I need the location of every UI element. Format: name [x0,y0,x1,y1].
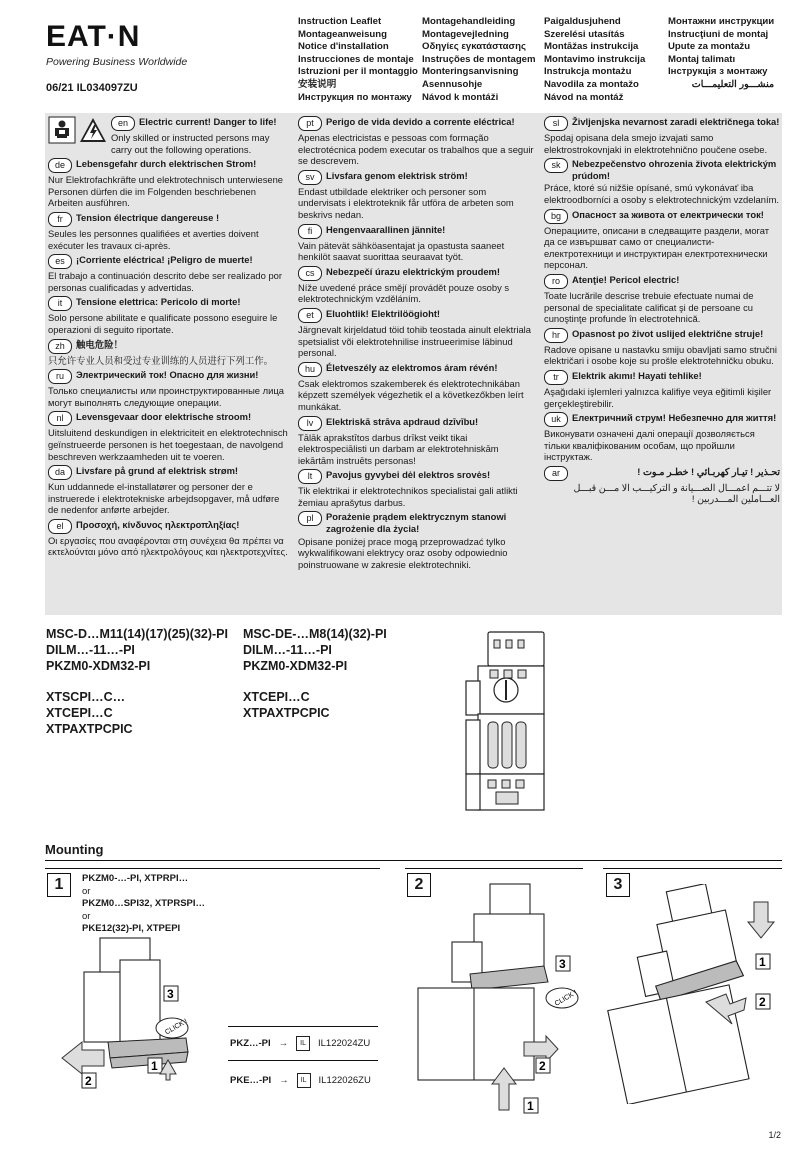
language-code-badge: hr [544,328,568,343]
warning-title: Lebensgefahr durch elektrischen Strom! [76,158,257,170]
leaflet-title-2-7: Návod k montáži [422,91,499,103]
warning-bg [544,209,780,271]
leaflet-title-4-3: Upute za montažu [668,41,751,53]
leaflet-title-4-2: Instrucţiuni de montaj [668,28,769,40]
warning-heading [48,519,288,534]
callout-1: 1 [151,1059,158,1073]
warning-title: Tension électrique dangereuse ! [76,211,220,223]
leaflet-title-1-1: Instruction Leaflet [298,16,382,27]
warning-title: 触电危险！ [76,338,123,350]
leaflet-title-4-4: Montaj talimatı [668,53,736,65]
step-1-applicable-devices [82,873,205,936]
warning-pt [298,116,534,167]
warning-et [298,308,534,359]
warning-body: Toate lucrările descrise trebuie efectuate numai de personal de specialitate calificat şi de persoane cu cunoştinţe profunde în electrotehnică. [544,289,754,325]
product-designation: XTPAXTPCPIC [46,721,133,736]
warning-body: Nur Elektrofachkräfte und elektrotechnisch unterwiesene Personen dürfen die im Folgenden beschriebenen Arbeiten ausführen. [48,174,284,209]
product-designation: DILM…-11…-PI [46,642,135,657]
warning-en-content [111,116,288,155]
warning-title: Опасност за живота от електрически ток! [572,208,764,220]
warning-title: Levensgevaar door elektrische stroom! [76,411,252,423]
warning-nl [48,411,288,462]
leaflet-title-3-5: Instrukcja montażu [544,66,632,78]
warning-body: Práce, ktoré sú nižšie opísané, smú vykonávať iba elektroodborníci a osoby s elektrotechnickým vzdelaním. [544,182,780,205]
language-code-badge: sk [544,158,568,173]
warning-heading [298,469,534,484]
warning-hu [298,362,534,413]
ref-1-prefix: PKZ…-PI [230,1038,271,1049]
warning-fi [298,224,534,263]
step-1-illustration [60,930,200,1098]
ref-1-doc[interactable]: IL122024ZU [317,1038,371,1049]
warning-heading [544,412,780,427]
language-code-badge: pl [298,511,322,526]
leaflet-title-3-1: Paigaldusjuhend [544,16,621,27]
warning-heading [298,224,534,239]
warning-body: Tik elektrikai ir elektrotechnikos specialistai gali atlikti žemiau aprašytus darbus. [298,485,518,508]
product-designation: PKZM0-XDM32-PI [243,658,348,673]
language-code-badge: it [48,296,72,311]
warning-heading [544,209,780,224]
warning-de [48,158,288,209]
applicable-device-line: or [82,885,91,897]
warning-heading [48,254,288,269]
language-code-badge: ro [544,274,568,289]
warning-title: Tensione elettrica: Pericolo di morte! [76,296,241,308]
warning-sk [544,158,780,205]
warning-heading [298,116,534,131]
warning-body: Kun uddannede el-installatører og personer der e instruerede i elektrotekniske arbejdsopgaver, må udføre de nedenfor anførte arbejder. [48,481,280,516]
electrical-hazard-icon [79,116,107,144]
applicable-device-line: PKZM0…SPI32, XTPRSPI… [82,898,206,909]
warning-body: Endast utbildade elektriker och personer som undervisats i elektroteknik får utföra de arbeten som beskrivs nedan. [298,185,514,220]
warning-title: Életveszély az elektromos áram révén! [326,361,498,373]
title-column-2 [422,16,536,104]
leaflet-title-1-2: Montageanweisung [298,28,388,40]
warning-heading [48,369,288,384]
warning-title: Elektriskā strāva apdraud dzīvību! [326,415,479,427]
product-designation: MSC-D…M11(14)(17)(25)(32)-PI [46,627,228,641]
applicable-device-line: PKZM0-…-PI, XTPRPI… [82,873,189,884]
warning-el [48,519,288,558]
warning-title: Livsfare på grund af elektrisk strøm! [76,465,239,477]
callout-3: 3 [167,987,174,1001]
starter-device-illustration [460,626,570,812]
warning-body: Операциите, описани в следващите раздели, могат да се извършват само от специалисти-електротехници и инструктиран електротехнически персонал. [544,224,770,271]
warning-body: Solo persone abilitate e qualificate possono eseguire le operazioni di seguito riportate. [48,312,278,335]
brand-logo: EAT·N [46,20,141,53]
product-list-right [243,627,387,722]
warning-body: El trabajo a continuación descrito debe ser realizado por personas cualificadas y advertidas. [48,270,282,293]
product-designation: DILM…-11…-PI [243,642,332,657]
language-code-badge: lt [298,469,322,484]
product-designation [243,674,387,690]
warning-cs [298,266,534,305]
warning-body: Järgnevalt kirjeldatud töid tohib teostada ainult elektriala spetsialist või elektrotehnilise instrueerimise läbinud personal. [298,323,531,359]
warning-zh [48,339,288,367]
applicable-device-line: or [82,910,91,922]
reference-row-2 [230,1073,371,1088]
product-designation: XTCEPI…C [243,690,310,705]
product-designation: PKZM0-XDM32-PI [46,658,151,673]
language-code-badge: de [48,158,72,173]
warning-body: Только специалисты или проинструктированные лица могут выполнять следующие операции. [48,385,284,408]
warning-title: Življenjska nevarnost zaradi električnega toka! [572,116,780,127]
warning-fr [48,212,288,251]
warning-heading [298,266,534,281]
warning-title: Opasnost po život uslijed električne struje! [572,327,764,339]
warning-title: Livsfara genom elektrisk ström! [326,169,468,181]
leaflet-title-1-4: Instrucciones de montaje [298,53,414,65]
warning-it [48,296,288,335]
ref-1-arrow: → [278,1038,289,1049]
warning-ar [544,466,780,505]
warning-title: ¡Corriente eléctrica! ¡Peligro de muerte! [76,254,253,266]
warning-heading [298,511,534,534]
leaflet-title-2-6: Asennusohje [422,78,483,90]
step-3-illustration [596,884,782,1104]
warning-heading [48,158,288,173]
warning-body: Seules les personnes qualifiées et averties doivent exécuter les travaux ci-après. [48,227,259,251]
warning-body: Виконувати означені далі операції дозволяється тільки кваліфікованим особам, що пройшли інструктаж. [544,428,755,463]
warning-body: Aşağıdaki işlemleri yalnızca kalifiye veya eğitimli kişiler gerçekleştirebilir. [544,385,772,409]
title-column-1 [298,16,418,104]
warning-heading [48,411,288,426]
leaflet-title-1-6: 安装说明 [298,78,337,90]
product-list-left [46,627,228,738]
warning-body: Only skilled or instructed persons may carry out the following operations. [111,132,270,155]
hazard-pictograms [48,116,107,155]
step3-callout-1: 1 [759,955,766,969]
warning-heading [298,362,534,377]
reference-row-1 [230,1036,370,1051]
step-3-rule [603,868,782,869]
warning-heading [298,170,534,185]
title-column-3 [544,16,645,104]
step2-callout-2: 2 [539,1059,546,1073]
leaflet-title-4-5: Інструкція з монтажу [668,66,768,78]
warning-heading [544,466,780,481]
warning-es [48,254,288,293]
leaflet-title-3-6: Navodila za montažo [544,78,639,90]
warning-body: Níže uvedené práce smějí provádět pouze osoby s elektrotechnickým vzděláním. [298,281,510,305]
step-1-number: 1 [47,873,71,897]
document-number: 06/21 IL034097ZU [46,82,138,94]
language-code-badge: bg [544,209,568,224]
language-code-badge: pt [298,116,322,131]
click-label-1: CLICK ! [164,1018,189,1037]
language-code-badge: et [298,308,322,323]
leaflet-title-3-2: Szerelési utasítás [544,28,625,40]
mounting-title: Mounting [45,842,104,857]
warning-heading [544,116,780,131]
warning-title: Perigo de vida devido a corrente eléctrica! [326,116,515,127]
warning-uk [544,412,780,463]
product-designation: XTCEPI…C [46,705,113,720]
language-code-badge: es [48,254,72,269]
language-code-badge: ru [48,369,72,384]
warning-title: تحـذير ! تيـار كهربـائي ! خطـر مـوت ! [637,465,780,477]
leaflet-title-2-4: Instruções de montagem [422,53,536,65]
leaflet-title-1-3: Notice d'installation [298,41,389,53]
step-2-number: 2 [407,873,431,897]
language-code-badge: cs [298,266,322,281]
warning-body: 只允许专业人员和受过专业训练的人员进行下列工作。 [48,354,274,366]
brand-tagline: Powering Business Worldwide [46,56,188,68]
ref-rule-mid [228,1060,378,1061]
leaflet-icon: IL [297,1073,311,1088]
product-designation: XTSCPI…C… [46,690,126,705]
warning-lt [298,469,534,508]
warning-body: Spodaj opisana dela smejo izvajati samo elektrostrokovnjaki in elektrotehnično poučene osebe. [544,132,768,155]
warning-title: Hengenvaarallinen jännite! [326,223,446,235]
warning-sv [298,170,534,221]
ref-2-prefix: PKE…-PI [230,1075,272,1086]
warning-heading [48,465,288,480]
warning-body: Uitsluitend deskundigen in elektriciteit en elektrotechnisch geïnstrueerde personen is het toegestaan, de navolgend beschreven werkzaamheden uit te voeren. [48,427,288,462]
warning-heading [48,212,288,227]
step-1-rule [45,868,380,869]
step-2-rule [405,868,583,869]
warning-hr [544,328,780,367]
language-code-badge: nl [48,411,72,426]
step2-callout-1: 1 [527,1099,534,1113]
language-code-badge: el [48,519,72,534]
warning-heading [298,416,534,431]
product-designation: MSC-DE-…M8(14)(32)-PI [243,627,387,641]
warning-body: Tālāk aprakstītos darbus drīkst veikt tikai elektrospeciālisti un darbam ar elektrotehniskām iekārtām instruēts personas! [298,431,499,466]
warning-column-3 [544,116,780,508]
warning-heading [544,274,780,289]
step2-callout-3: 3 [559,957,566,971]
leaflet-title-1-7: Инструкция по монтажу [298,91,412,103]
warning-column-2 [298,116,534,573]
warning-title: Электрический ток! Опасно для жизни! [76,369,259,381]
warning-title: Nebezpečenstvo ohrozenia života elektrickým prúdom! [572,158,777,181]
language-code-badge: fr [48,212,72,227]
warning-tr [544,370,780,409]
warning-body: Apenas electricistas e pessoas com formação electrotécnica podem executar os trabalhos que a seguir se descrevem. [298,132,534,167]
warning-body: Radove opisane u nastavku smiju obavljati samo stručni električari i osobe koje su prošle elektrotehničku obuku. [544,343,777,367]
warning-title: Atenţie! Pericol electric! [572,273,680,285]
click-label-2: CLICK ! [553,989,579,1008]
warning-title: Electric current! Danger to life! [139,116,277,127]
warning-title: Porażenie prądem elektrycznym stanowi zagrożenie dla życia! [326,511,507,535]
warning-pl [298,511,534,570]
callout-2: 2 [85,1074,92,1088]
language-code-badge: uk [544,412,568,427]
language-code-badge: da [48,465,72,480]
leaflet-title-4-1: Монтажни инструкции [668,16,775,27]
warning-body: لا تتـــم اعمـــال الصـــيانة و التركيـــب الا مـــن قبـــل العـــاملين المـــدربين ! [573,481,780,505]
warning-sl [544,116,780,155]
leaflet-title-2-3: Οδηγίες εγκατάστασης [422,41,526,53]
step3-callout-2: 2 [759,995,766,1009]
warning-column-1 [48,116,288,561]
leaflet-title-3-7: Návod na montáž [544,91,624,103]
applicable-device-line: PKE12(32)-PI, XTPEPI [82,923,181,934]
ref-2-arrow: → [279,1075,289,1086]
warning-title: Pavojus gyvybei dėl elektros srovės! [326,469,491,481]
warning-title: Elektrik akımı! Hayati tehlike! [572,369,702,381]
ref-rule-top [228,1026,378,1027]
mounting-divider [45,860,782,861]
step-2-illustration [412,878,580,1118]
warning-title: Eluohtlik! Elektrilöögioht! [326,307,441,319]
leaflet-title-3-3: Montāžas instrukcija [544,41,639,53]
warning-heading [48,296,288,311]
warning-title: Електричний струм! Небезпечно для життя! [572,412,777,424]
warning-da [48,465,288,516]
language-code-badge: sv [298,170,322,185]
leaflet-title-2-1: Montagehandleiding [422,16,516,27]
leaflet-title-2-5: Monteringsanvisning [422,66,519,78]
warning-lv [298,416,534,467]
language-code-badge: zh [48,339,72,354]
warning-heading [544,370,780,385]
warning-body: Οι εργασίες που αναφέρονται στη συνέχεια θα πρέπει να εκτελούνται μόνο από ηλεκτρολόγους και ηλεκτροτεχνίτες. [48,534,288,558]
warning-body: Opisane poniżej prace mogą przeprowadzać tylko wykwalifikowani elektrycy oraz osoby odpowiednio poinstruowane w zakresie elektrotechniki. [298,535,508,570]
warning-en [48,116,288,155]
leaflet-title-2-2: Montagevejledning [422,28,509,40]
language-code-badge: hu [298,362,322,377]
warning-heading [544,328,780,343]
warning-ru [48,369,288,408]
leaflet-icon: IL [296,1036,310,1051]
language-code-badge: en [111,116,135,131]
qualified-person-icon [48,116,76,144]
leaflet-title-1-5: Istruzioni per il montaggio [298,66,418,78]
warning-title: Προσοχή, κίνδυνος ηλεκτροπληξίας! [76,518,240,530]
product-designation [46,674,228,690]
language-code-badge: ar [544,466,568,481]
language-code-badge: lv [298,416,322,431]
warning-heading [111,116,288,131]
page-number: 1/2 [768,1130,781,1140]
ref-2-doc[interactable]: IL122026ZU [318,1075,371,1086]
warning-heading [48,339,288,354]
warning-title: Nebezpečí úrazu elektrickým proudem! [326,265,501,277]
warning-body: Vain pätevät sähköasentajat ja opastusta saaneet henkilöt saavat suorittaa seuraavat työt. [298,239,505,263]
title-column-4 [668,16,774,92]
language-code-badge: tr [544,370,568,385]
warning-body: Csak elektromos szakemberek és elektrotechnikában képzett személyek végezhetik el a következőkben leírt munkákat. [298,377,524,412]
leaflet-title-4-6: منشـــور التعليمـــات [691,78,775,90]
warning-heading [544,158,780,181]
warning-ro [544,274,780,325]
leaflet-title-3-4: Montavimo instrukcija [544,53,646,65]
product-designation: XTPAXTPCPIC [243,705,330,720]
step-3-number: 3 [606,873,630,897]
language-code-badge: fi [298,224,322,239]
warning-heading [298,308,534,323]
language-code-badge: sl [544,116,568,131]
